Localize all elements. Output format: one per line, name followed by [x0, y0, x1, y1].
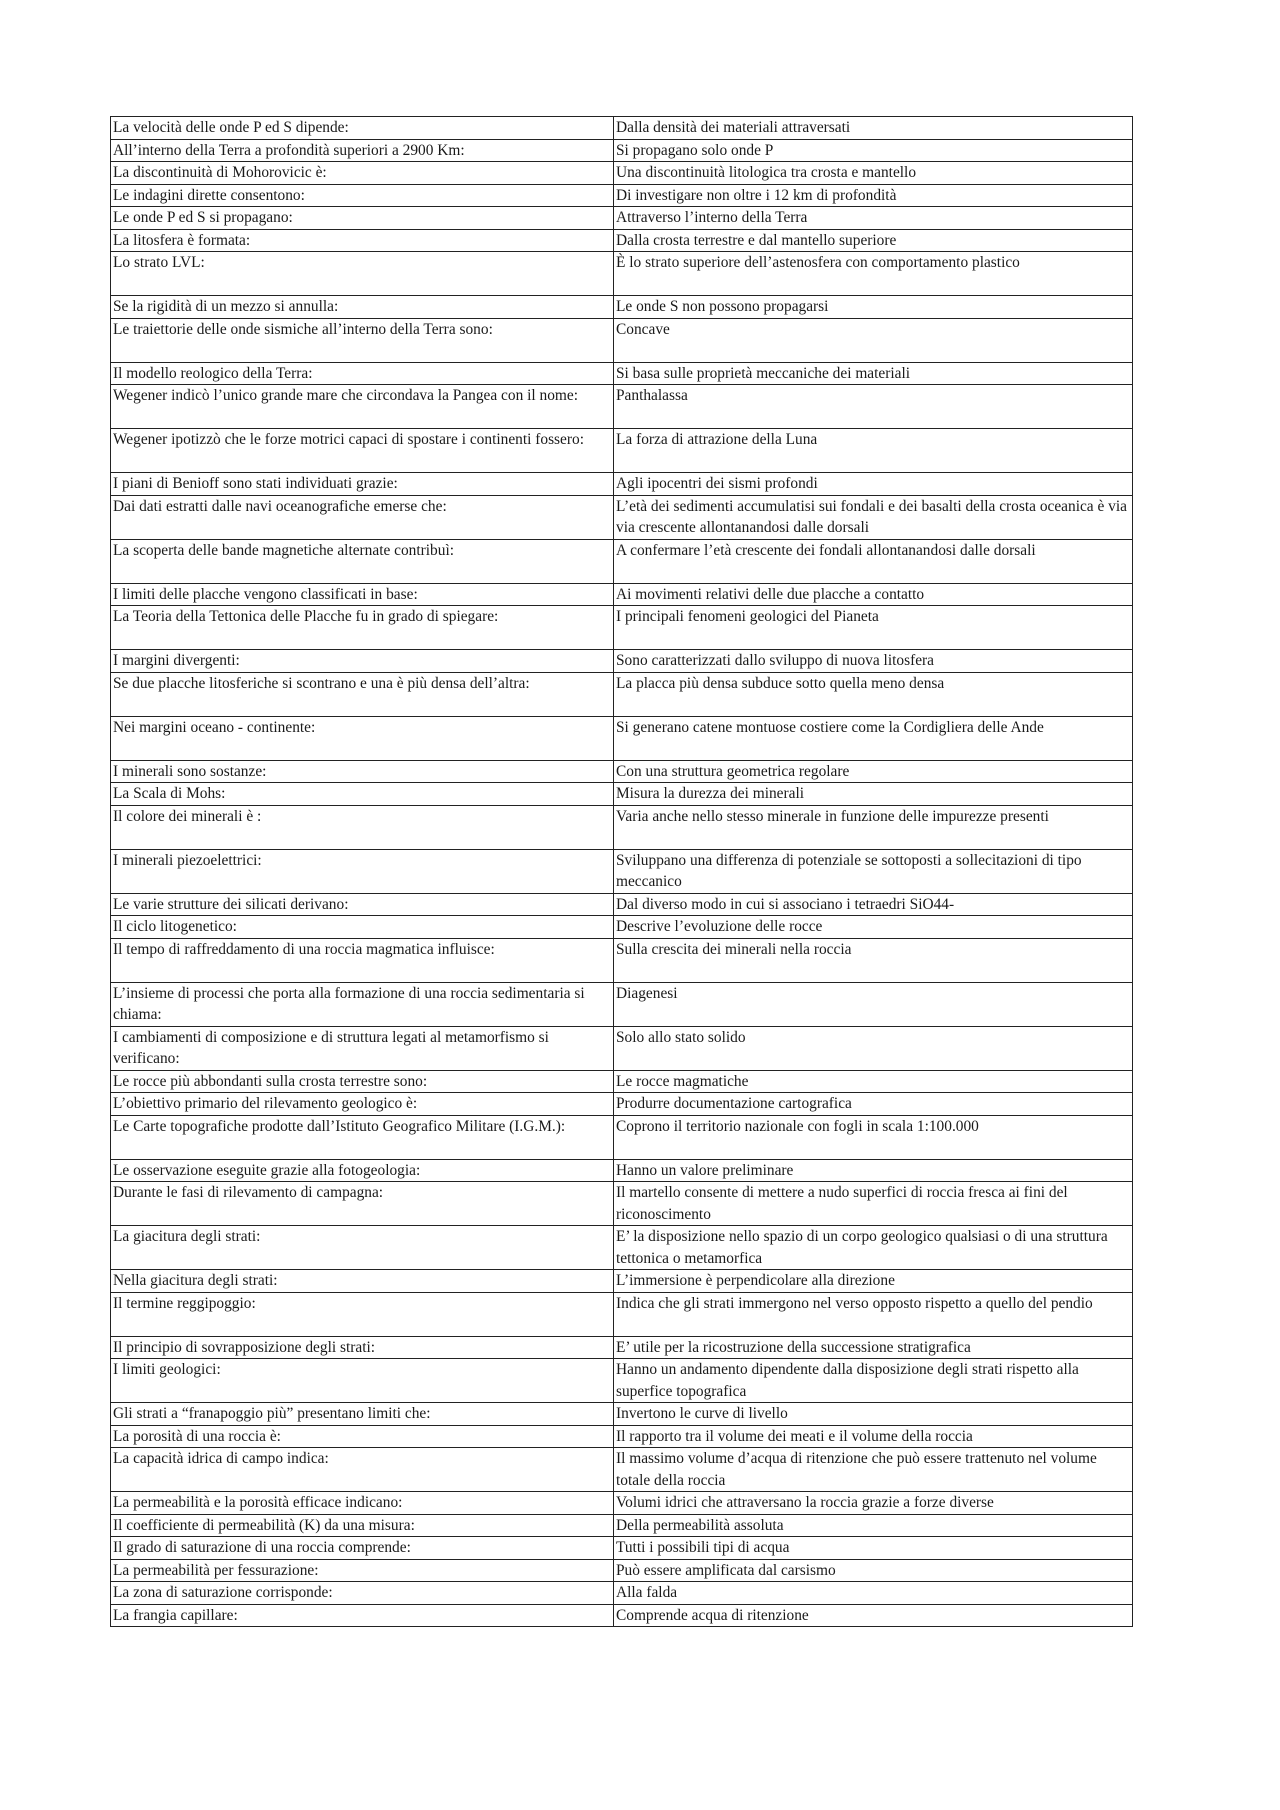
question-cell: Le osservazione eseguite grazie alla fotogeologia:	[111, 1159, 614, 1182]
answer-cell: Di investigare non oltre i 12 km di profondità	[614, 184, 1133, 207]
question-cell: La discontinuità di Mohorovicic è:	[111, 162, 614, 185]
answer-cell: I principali fenomeni geologici del Pianeta	[614, 606, 1133, 650]
question-cell: I minerali sono sostanze:	[111, 760, 614, 783]
question-cell: Gli strati a “franapoggio più” presentano limiti che:	[111, 1403, 614, 1426]
table-row	[111, 1336, 1133, 1359]
table-row	[111, 1115, 1133, 1159]
question-cell: Lo strato LVL:	[111, 252, 614, 296]
table-row	[111, 916, 1133, 939]
answer-cell: Dalla densità dei materiali attraversati	[614, 117, 1133, 140]
answer-cell: Agli ipocentri dei sismi profondi	[614, 473, 1133, 496]
answer-cell: Diagenesi	[614, 982, 1133, 1026]
table-row	[111, 1359, 1133, 1403]
table-row	[111, 1270, 1133, 1293]
question-cell: Le indagini dirette consentono:	[111, 184, 614, 207]
table-row	[111, 938, 1133, 982]
question-cell: Il coefficiente di permeabilità (K) da una misura:	[111, 1514, 614, 1537]
table-row	[111, 982, 1133, 1026]
table-row	[111, 606, 1133, 650]
table-row	[111, 783, 1133, 806]
question-cell: La frangia capillare:	[111, 1604, 614, 1627]
question-cell: Le traiettorie delle onde sismiche all’interno della Terra sono:	[111, 318, 614, 362]
question-cell: L’obiettivo primario del rilevamento geologico è:	[111, 1093, 614, 1116]
answer-cell: Si generano catene montuose costiere come la Cordigliera delle Ande	[614, 716, 1133, 760]
answer-cell: Attraverso l’interno della Terra	[614, 207, 1133, 230]
table-row	[111, 207, 1133, 230]
answer-cell: Della permeabilità assoluta	[614, 1514, 1133, 1537]
question-cell: Le Carte topografiche prodotte dall’Istituto Geografico Militare (I.G.M.):	[111, 1115, 614, 1159]
table-row	[111, 1403, 1133, 1426]
question-cell: La porosità di una roccia è:	[111, 1425, 614, 1448]
question-cell: La Teoria della Tettonica delle Placche fu in grado di spiegare:	[111, 606, 614, 650]
question-cell: La litosfera è formata:	[111, 229, 614, 252]
table-row	[111, 1604, 1133, 1627]
question-answer-table	[110, 116, 1133, 1627]
question-cell: Le onde P ed S si propagano:	[111, 207, 614, 230]
answer-cell: Dal diverso modo in cui si associano i tetraedri SiO44-	[614, 893, 1133, 916]
answer-cell: Con una struttura geometrica regolare	[614, 760, 1133, 783]
table-row	[111, 650, 1133, 673]
answer-cell: A confermare l’età crescente dei fondali allontanandosi dalle dorsali	[614, 539, 1133, 583]
answer-cell: Si basa sulle proprietà meccaniche dei materiali	[614, 362, 1133, 385]
question-cell: I piani di Benioff sono stati individuati grazie:	[111, 473, 614, 496]
question-cell: L’insieme di processi che porta alla formazione di una roccia sedimentaria si chiama:	[111, 982, 614, 1026]
answer-cell: L’età dei sedimenti accumulatisi sui fondali e dei basalti della crosta oceanica è via via crescente allontanandosi dalle dorsali	[614, 495, 1133, 539]
question-cell: Il principio di sovrapposizione degli strati:	[111, 1336, 614, 1359]
answer-cell: Misura la durezza dei minerali	[614, 783, 1133, 806]
table-row	[111, 1448, 1133, 1492]
answer-cell: Indica che gli strati immergono nel verso opposto rispetto a quello del pendio	[614, 1292, 1133, 1336]
answer-cell: Tutti i possibili tipi di acqua	[614, 1537, 1133, 1560]
answer-cell: È lo strato superiore dell’astenosfera con comportamento plastico	[614, 252, 1133, 296]
question-cell: I cambiamenti di composizione e di struttura legati al metamorfismo si verificano:	[111, 1026, 614, 1070]
table-row	[111, 1514, 1133, 1537]
table-row	[111, 252, 1133, 296]
answer-cell: Le rocce magmatiche	[614, 1070, 1133, 1093]
answer-cell: Sono caratterizzati dallo sviluppo di nuova litosfera	[614, 650, 1133, 673]
question-cell: Le varie strutture dei silicati derivano:	[111, 893, 614, 916]
table-row	[111, 139, 1133, 162]
table-row	[111, 1026, 1133, 1070]
answer-cell: Coprono il territorio nazionale con fogli in scala 1:100.000	[614, 1115, 1133, 1159]
answer-cell: Volumi idrici che attraversano la roccia grazie a forze diverse	[614, 1492, 1133, 1515]
answer-cell: Hanno un valore preliminare	[614, 1159, 1133, 1182]
table-row	[111, 1070, 1133, 1093]
answer-cell: Concave	[614, 318, 1133, 362]
answer-cell: Invertono le curve di livello	[614, 1403, 1133, 1426]
question-cell: La capacità idrica di campo indica:	[111, 1448, 614, 1492]
question-cell: La scoperta delle bande magnetiche alternate contribuì:	[111, 539, 614, 583]
question-cell: Wegener indicò l’unico grande mare che circondava la Pangea con il nome:	[111, 385, 614, 429]
table-row	[111, 1292, 1133, 1336]
question-cell: Wegener ipotizzò che le forze motrici capaci di spostare i continenti fossero:	[111, 429, 614, 473]
question-cell: I limiti delle placche vengono classificati in base:	[111, 583, 614, 606]
answer-cell: Dalla crosta terrestre e dal mantello superiore	[614, 229, 1133, 252]
table-row	[111, 1182, 1133, 1226]
table-row	[111, 429, 1133, 473]
question-cell: Se la rigidità di un mezzo si annulla:	[111, 296, 614, 319]
table-row	[111, 184, 1133, 207]
question-cell: I minerali piezoelettrici:	[111, 849, 614, 893]
table-row	[111, 849, 1133, 893]
question-cell: La zona di saturazione corrisponde:	[111, 1582, 614, 1605]
table-row	[111, 229, 1133, 252]
question-cell: La permeabilità e la porosità efficace indicano:	[111, 1492, 614, 1515]
answer-cell: Varia anche nello stesso minerale in funzione delle impurezze presenti	[614, 805, 1133, 849]
table-row	[111, 1582, 1133, 1605]
question-cell: Se due placche litosferiche si scontrano e una è più densa dell’altra:	[111, 672, 614, 716]
table-row	[111, 495, 1133, 539]
question-cell: Dai dati estratti dalle navi oceanografiche emerse che:	[111, 495, 614, 539]
question-cell: Durante le fasi di rilevamento di campagna:	[111, 1182, 614, 1226]
question-cell: Il tempo di raffreddamento di una roccia magmatica influisce:	[111, 938, 614, 982]
answer-cell: Solo allo stato solido	[614, 1026, 1133, 1070]
document-page	[110, 116, 1132, 1627]
question-cell: Il grado di saturazione di una roccia comprende:	[111, 1537, 614, 1560]
answer-cell: La placca più densa subduce sotto quella meno densa	[614, 672, 1133, 716]
table-row	[111, 117, 1133, 140]
answer-cell: Può essere amplificata dal carsismo	[614, 1559, 1133, 1582]
question-cell: La giacitura degli strati:	[111, 1226, 614, 1270]
question-cell: I margini divergenti:	[111, 650, 614, 673]
table-row	[111, 362, 1133, 385]
answer-cell: Ai movimenti relativi delle due placche a contatto	[614, 583, 1133, 606]
answer-cell: Si propagano solo onde P	[614, 139, 1133, 162]
answer-cell: E’ utile per la ricostruzione della successione stratigrafica	[614, 1336, 1133, 1359]
answer-cell: L’immersione è perpendicolare alla direzione	[614, 1270, 1133, 1293]
answer-cell: Le onde S non possono propagarsi	[614, 296, 1133, 319]
table-row	[111, 1559, 1133, 1582]
question-cell: La permeabilità per fessurazione:	[111, 1559, 614, 1582]
answer-cell: Hanno un andamento dipendente dalla disposizione degli strati rispetto alla superfice topografica	[614, 1359, 1133, 1403]
answer-cell: Il martello consente di mettere a nudo superfici di roccia fresca ai fini del riconoscimento	[614, 1182, 1133, 1226]
question-cell: All’interno della Terra a profondità superiori a 2900 Km:	[111, 139, 614, 162]
question-cell: La velocità delle onde P ed S dipende:	[111, 117, 614, 140]
table-row	[111, 1537, 1133, 1560]
question-cell: Nei margini oceano - continente:	[111, 716, 614, 760]
table-row	[111, 1093, 1133, 1116]
question-cell: Nella giacitura degli strati:	[111, 1270, 614, 1293]
answer-cell: Comprende acqua di ritenzione	[614, 1604, 1133, 1627]
table-row	[111, 716, 1133, 760]
table-row	[111, 296, 1133, 319]
answer-cell: La forza di attrazione della Luna	[614, 429, 1133, 473]
table-row	[111, 1492, 1133, 1515]
answer-cell: E’ la disposizione nello spazio di un corpo geologico qualsiasi o di una struttura tettonica o metamorfica	[614, 1226, 1133, 1270]
question-cell: I limiti geologici:	[111, 1359, 614, 1403]
table-row	[111, 473, 1133, 496]
table-row	[111, 1226, 1133, 1270]
answer-cell: Una discontinuità litologica tra crosta e mantello	[614, 162, 1133, 185]
answer-cell: Alla falda	[614, 1582, 1133, 1605]
question-cell: Le rocce più abbondanti sulla crosta terrestre sono:	[111, 1070, 614, 1093]
question-cell: Il ciclo litogenetico:	[111, 916, 614, 939]
table-row	[111, 162, 1133, 185]
table-row	[111, 539, 1133, 583]
table-row	[111, 805, 1133, 849]
table-row	[111, 583, 1133, 606]
table-row	[111, 1159, 1133, 1182]
table-row	[111, 1425, 1133, 1448]
question-cell: Il colore dei minerali è :	[111, 805, 614, 849]
question-cell: Il modello reologico della Terra:	[111, 362, 614, 385]
answer-cell: Descrive l’evoluzione delle rocce	[614, 916, 1133, 939]
answer-cell: Sviluppano una differenza di potenziale se sottoposti a sollecitazioni di tipo meccanico	[614, 849, 1133, 893]
answer-cell: Panthalassa	[614, 385, 1133, 429]
question-cell: Il termine reggipoggio:	[111, 1292, 614, 1336]
table-row	[111, 672, 1133, 716]
table-row	[111, 385, 1133, 429]
answer-cell: Sulla crescita dei minerali nella roccia	[614, 938, 1133, 982]
table-row	[111, 760, 1133, 783]
answer-cell: Produrre documentazione cartografica	[614, 1093, 1133, 1116]
table-body	[111, 117, 1133, 1627]
question-cell: La Scala di Mohs:	[111, 783, 614, 806]
answer-cell: Il massimo volume d’acqua di ritenzione che può essere trattenuto nel volume totale della roccia	[614, 1448, 1133, 1492]
table-row	[111, 893, 1133, 916]
answer-cell: Il rapporto tra il volume dei meati e il volume della roccia	[614, 1425, 1133, 1448]
table-row	[111, 318, 1133, 362]
